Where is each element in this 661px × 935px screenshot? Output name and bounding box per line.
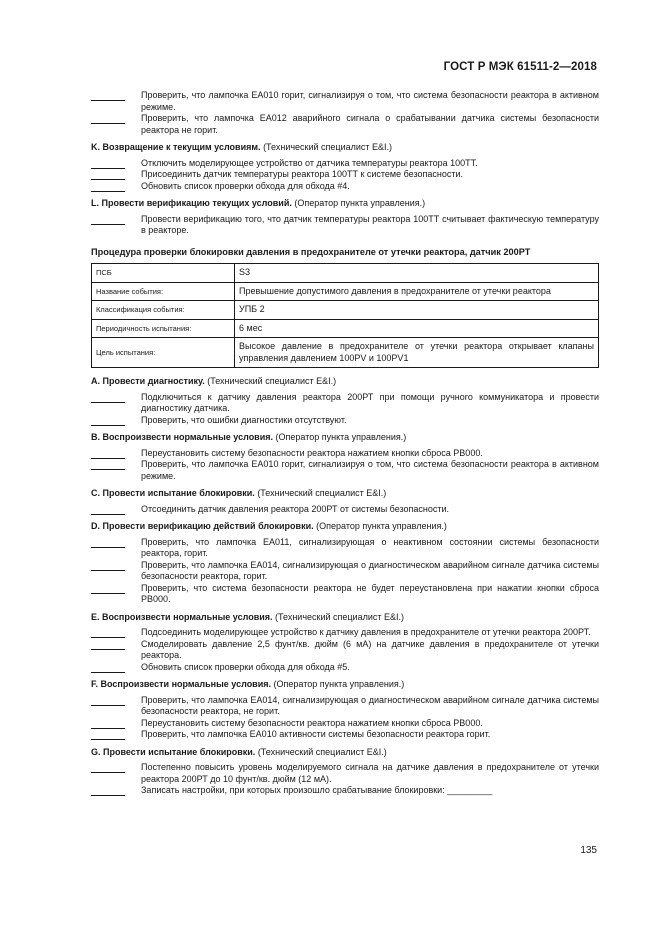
signoff-blank[interactable]	[91, 560, 125, 571]
section-heading	[91, 488, 599, 500]
signoff-blank[interactable]	[91, 729, 125, 740]
section-title: D. Провести верификацию действий блокировки.	[91, 521, 314, 531]
section-heading	[91, 376, 599, 388]
checklist-item	[91, 392, 599, 415]
checklist-item-text: Проверить, что лампочка ЕА010 горит, сигнализируя о том, что система безопасности реактора в активном режиме.	[141, 459, 599, 481]
checklist-item	[91, 169, 599, 181]
checklist-item-text: Провести верификацию того, что датчик температуры реактора 100ТТ считывает фактическую температуру в реакторе.	[141, 213, 599, 235]
signoff-blank[interactable]	[91, 504, 125, 515]
section-title: C. Провести испытание блокировки.	[91, 488, 255, 498]
sections-after-table	[91, 376, 599, 797]
signoff-blank[interactable]	[91, 158, 125, 169]
checklist-item	[91, 718, 599, 730]
checklist-item	[91, 448, 599, 460]
signoff-blank[interactable]	[91, 583, 125, 594]
signoff-blank[interactable]	[91, 639, 125, 650]
table-label: Классификация события:	[92, 301, 235, 320]
checklist-item-text: Проверить, что лампочка ЕА011, сигнализирующая о неактивном состоянии системы безопасности реактора, горит.	[141, 536, 599, 558]
checklist-item	[91, 214, 599, 237]
checklist-item	[91, 90, 599, 113]
signoff-blank[interactable]	[91, 662, 125, 673]
signoff-blank[interactable]	[91, 695, 125, 706]
section-heading	[91, 142, 599, 154]
checklist-item	[91, 785, 599, 797]
section-heading	[91, 521, 599, 533]
section-title: E. Воспроизвести нормальные условия.	[91, 611, 273, 622]
signoff-blank[interactable]	[91, 169, 125, 180]
checklist-item	[91, 158, 599, 170]
section-role: (Оператор пункта управления.)	[316, 521, 447, 531]
checklist-item-text: Отключить моделирующее устройство от датчика температуры реактора 100ТТ.	[141, 157, 478, 168]
procedure-title: Процедура проверки блокировки давления в предохранителе от утечки реактора, датчик 200РТ	[91, 246, 531, 257]
section-title: G. Провести испытание блокировки.	[91, 746, 256, 757]
table-row	[92, 319, 599, 338]
checklist-item-text: Присоединить датчик температуры реактора 100ТТ к системе безопасности.	[141, 169, 464, 179]
checklist-item-text: Проверить, что лампочка ЕА014, сигнализирующая о диагностическом аварийном сигнале датчика системы безопасности реактора, не горит.	[141, 694, 599, 716]
checklist-item	[91, 459, 599, 482]
checklist-item	[91, 662, 599, 674]
section-title: F. Воспроизвести нормальные условия.	[91, 679, 272, 689]
table-row	[92, 264, 599, 283]
section-title: K. Возвращение к текущим условиям.	[91, 142, 261, 152]
checklist-item	[91, 181, 599, 193]
table-row	[92, 301, 599, 320]
top-checklist	[91, 90, 599, 136]
section-role: (Технический специалист E&I.)	[207, 376, 337, 386]
checklist-item-text: Обновить список проверки обхода для обхода #4.	[141, 180, 350, 191]
checklist-item	[91, 695, 599, 718]
signoff-blank[interactable]	[91, 90, 125, 101]
section-title: B. Воспроизвести нормальные условия.	[91, 432, 274, 442]
signoff-blank[interactable]	[91, 113, 125, 124]
table-label: Периодичность испытания:	[92, 319, 235, 338]
checklist-item	[91, 560, 599, 583]
signoff-blank[interactable]	[91, 762, 125, 773]
checklist-item-text: Смоделировать давление 2,5 фунт/кв. дюйм (6 мА) на датчике давления в предохранителе от утечки реактора.	[141, 638, 599, 660]
signoff-blank[interactable]	[91, 718, 125, 729]
signoff-blank[interactable]	[91, 448, 125, 459]
checklist-item-text: Постепенно повысить уровень моделируемого сигнала на датчике давления в предохранителе от утечки реактора 200РТ до 10 фунт/кв. дюйм (12 мА).	[141, 762, 599, 784]
table-label: Название события:	[92, 282, 235, 301]
checklist-item	[91, 113, 599, 136]
checklist-item	[91, 729, 599, 741]
checklist-item	[91, 639, 599, 662]
table-value: Высокое давление в предохранителе от утечки реактора открывает клапаны управления давлением 100PV и 100PV1	[235, 338, 599, 368]
section-title: A. Провести диагностику.	[91, 376, 205, 386]
section-heading	[91, 432, 599, 444]
section-role: (Технический специалист E&I.)	[257, 488, 387, 498]
checklist-item	[91, 583, 599, 606]
section-role: (Оператор пункта управления.)	[275, 432, 407, 442]
checklist-item-text: Записать настройки, при которых произошло срабатывание блокировки: _________	[141, 785, 493, 795]
checklist-item-text: Отсоединить датчик давления реактора 200РТ от системы безопасности.	[141, 503, 450, 514]
checklist-item-text: Переустановить систему безопасности реактора нажатием кнопки сброса РВ000.	[141, 447, 483, 458]
checklist-item-text: Проверить, что ошибки диагностики отсутствуют.	[141, 414, 347, 425]
checklist-item	[91, 627, 599, 639]
signoff-blank[interactable]	[91, 537, 125, 548]
table-label: Цель испытания:	[92, 338, 235, 368]
section-role: (Оператор пункта управления.)	[294, 198, 426, 208]
checklist-item	[91, 504, 599, 516]
signoff-blank[interactable]	[91, 785, 125, 796]
checklist-item-text: Проверить, что лампочка ЕА010 активности системы безопасности реактора горит.	[141, 729, 491, 739]
section-role: (Технический специалист E&I.)	[275, 611, 404, 622]
signoff-blank[interactable]	[91, 459, 125, 470]
page-content	[91, 90, 599, 797]
section-heading	[91, 612, 599, 624]
signoff-blank[interactable]	[91, 627, 125, 638]
checklist-item-text: Подключиться к датчику давления реактора 200РТ при помощи ручного коммуникатора и провести диагностику датчика.	[141, 391, 599, 413]
checklist-item-text: Проверить, что лампочка ЕА012 аварийного сигнала о срабатывании датчика системы безопасности реактора не горит.	[141, 113, 599, 135]
table-row	[92, 282, 599, 301]
section-role: (Оператор пункта управления.)	[273, 679, 405, 689]
page-number: 135	[580, 845, 597, 856]
signoff-blank[interactable]	[91, 214, 125, 225]
section-heading	[91, 679, 599, 691]
checklist-item-text: Проверить, что лампочка ЕА010 горит, сигнализируя о том, что система безопасности реактора в активном режиме.	[141, 90, 599, 112]
section-role: (Технический специалист E&I.)	[257, 746, 387, 757]
signoff-blank[interactable]	[91, 392, 125, 403]
document-header: ГОСТ Р МЭК 61511-2—2018	[443, 61, 597, 73]
checklist-item	[91, 415, 599, 427]
checklist-item-text: Подсоединить моделирующее устройство к датчику давления в предохранителе от утечки реактора 200РТ.	[141, 627, 591, 637]
section-heading	[91, 747, 599, 759]
signoff-blank[interactable]	[91, 415, 125, 426]
signoff-blank[interactable]	[91, 181, 125, 192]
sections-before-table	[91, 142, 599, 237]
table-value: S3	[235, 264, 599, 283]
checklist-item-text: Проверить, что система безопасности реактора не будет переустановлена при нажатии кнопки сброса РВ000.	[141, 582, 599, 604]
checklist-item	[91, 537, 599, 560]
checklist-item-text: Проверить, что лампочка ЕА014, сигнализирующая о диагностическом аварийном сигнале датчика системы безопасности реактора, горит.	[141, 559, 599, 581]
table-label: ПСБ	[92, 264, 235, 283]
test-info-table	[91, 263, 599, 368]
table-value: УПБ 2	[235, 301, 599, 320]
checklist-item-text: Обновить список проверки обхода для обхода #5.	[141, 661, 350, 672]
section-role: (Технический специалист E&I.)	[263, 142, 393, 152]
section-title: L. Провести верификацию текущих условий.	[91, 198, 292, 208]
table-row	[92, 338, 599, 368]
table-value: Превышение допустимого давления в предохранителе от утечки реактора	[235, 282, 599, 301]
checklist-item	[91, 762, 599, 785]
checklist-item-text: Переустановить систему безопасности реактора нажатием кнопки сброса РВ000.	[141, 717, 483, 728]
section-heading	[91, 198, 599, 210]
table-value: 6 мес	[235, 319, 599, 338]
